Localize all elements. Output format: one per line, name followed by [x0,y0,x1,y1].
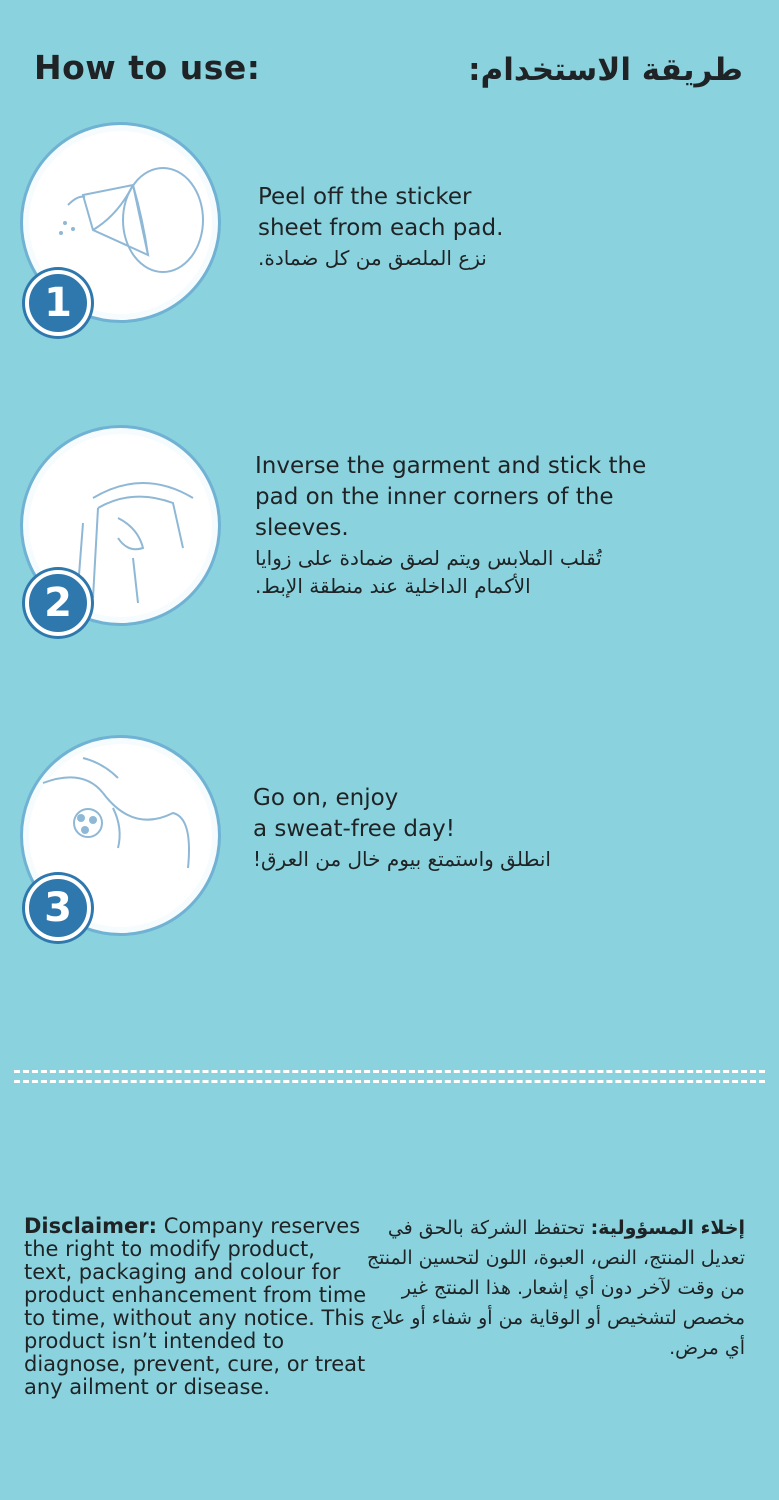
step-1-badge: 1 [25,270,91,336]
step-3-text [253,783,551,873]
step-2-en-line2: pad on the inner corners of the [255,484,614,510]
step-2-badge: 2 [25,570,91,636]
step-2-text [255,451,646,600]
step-3-ar-line1: انطلق واستمتع بيوم خال من العرق! [253,847,551,871]
step-1-ar-line1: نزع الملصق من كل ضمادة. [258,246,487,270]
step-3-en-line1: Go on, enjoy [253,785,399,811]
disclaimer-en-label: Disclaimer: [24,1214,158,1238]
step-2-ar-line1: تُقلب الملابس ويتم لصق ضمادة على زوايا [255,546,602,570]
step-1-en-line1: Peel off the sticker [258,184,472,210]
dashed-divider-bottom [14,1080,765,1083]
disclaimer-en-text: Company reserves the right to modify product, text, packaging and colour for product enhancement from time to time, without any notice. This product isn’t intended to diagnose, prevent, cure, or treat any ailment or disease. [24,1214,367,1399]
step-2-en-line1: Inverse the garment and stick the [255,453,647,479]
step-1-text [258,182,503,272]
step-3-en-line2: a sweat-free day! [253,816,455,842]
page-title-ar: طريقة الاستخدام: [468,52,743,88]
page-title-en: How to use: [34,48,261,87]
step-3-badge: 3 [25,875,91,941]
disclaimer-ar-text: تحتفظ الشركة بالحق في تعديل المنتج، النص، العبوة، اللون لتحسين المنتج من وقت لآخر دون أي إشعار. هذا المنتج غير مخصص لتشخيص أو الوقاية من أو شفاء أو علاج أي مرض. [366,1217,745,1359]
dashed-divider-top [14,1070,765,1073]
step-2-en-line3: sleeves. [255,515,349,541]
step-1-en-line2: sheet from each pad. [258,215,504,241]
disclaimer-en [24,1215,369,1399]
disclaimer-ar [365,1213,745,1363]
step-2-ar-line2: الأكمام الداخلية عند منطقة الإبط. [255,574,531,598]
disclaimer-ar-label: إخلاء المسؤولية: [590,1217,745,1239]
